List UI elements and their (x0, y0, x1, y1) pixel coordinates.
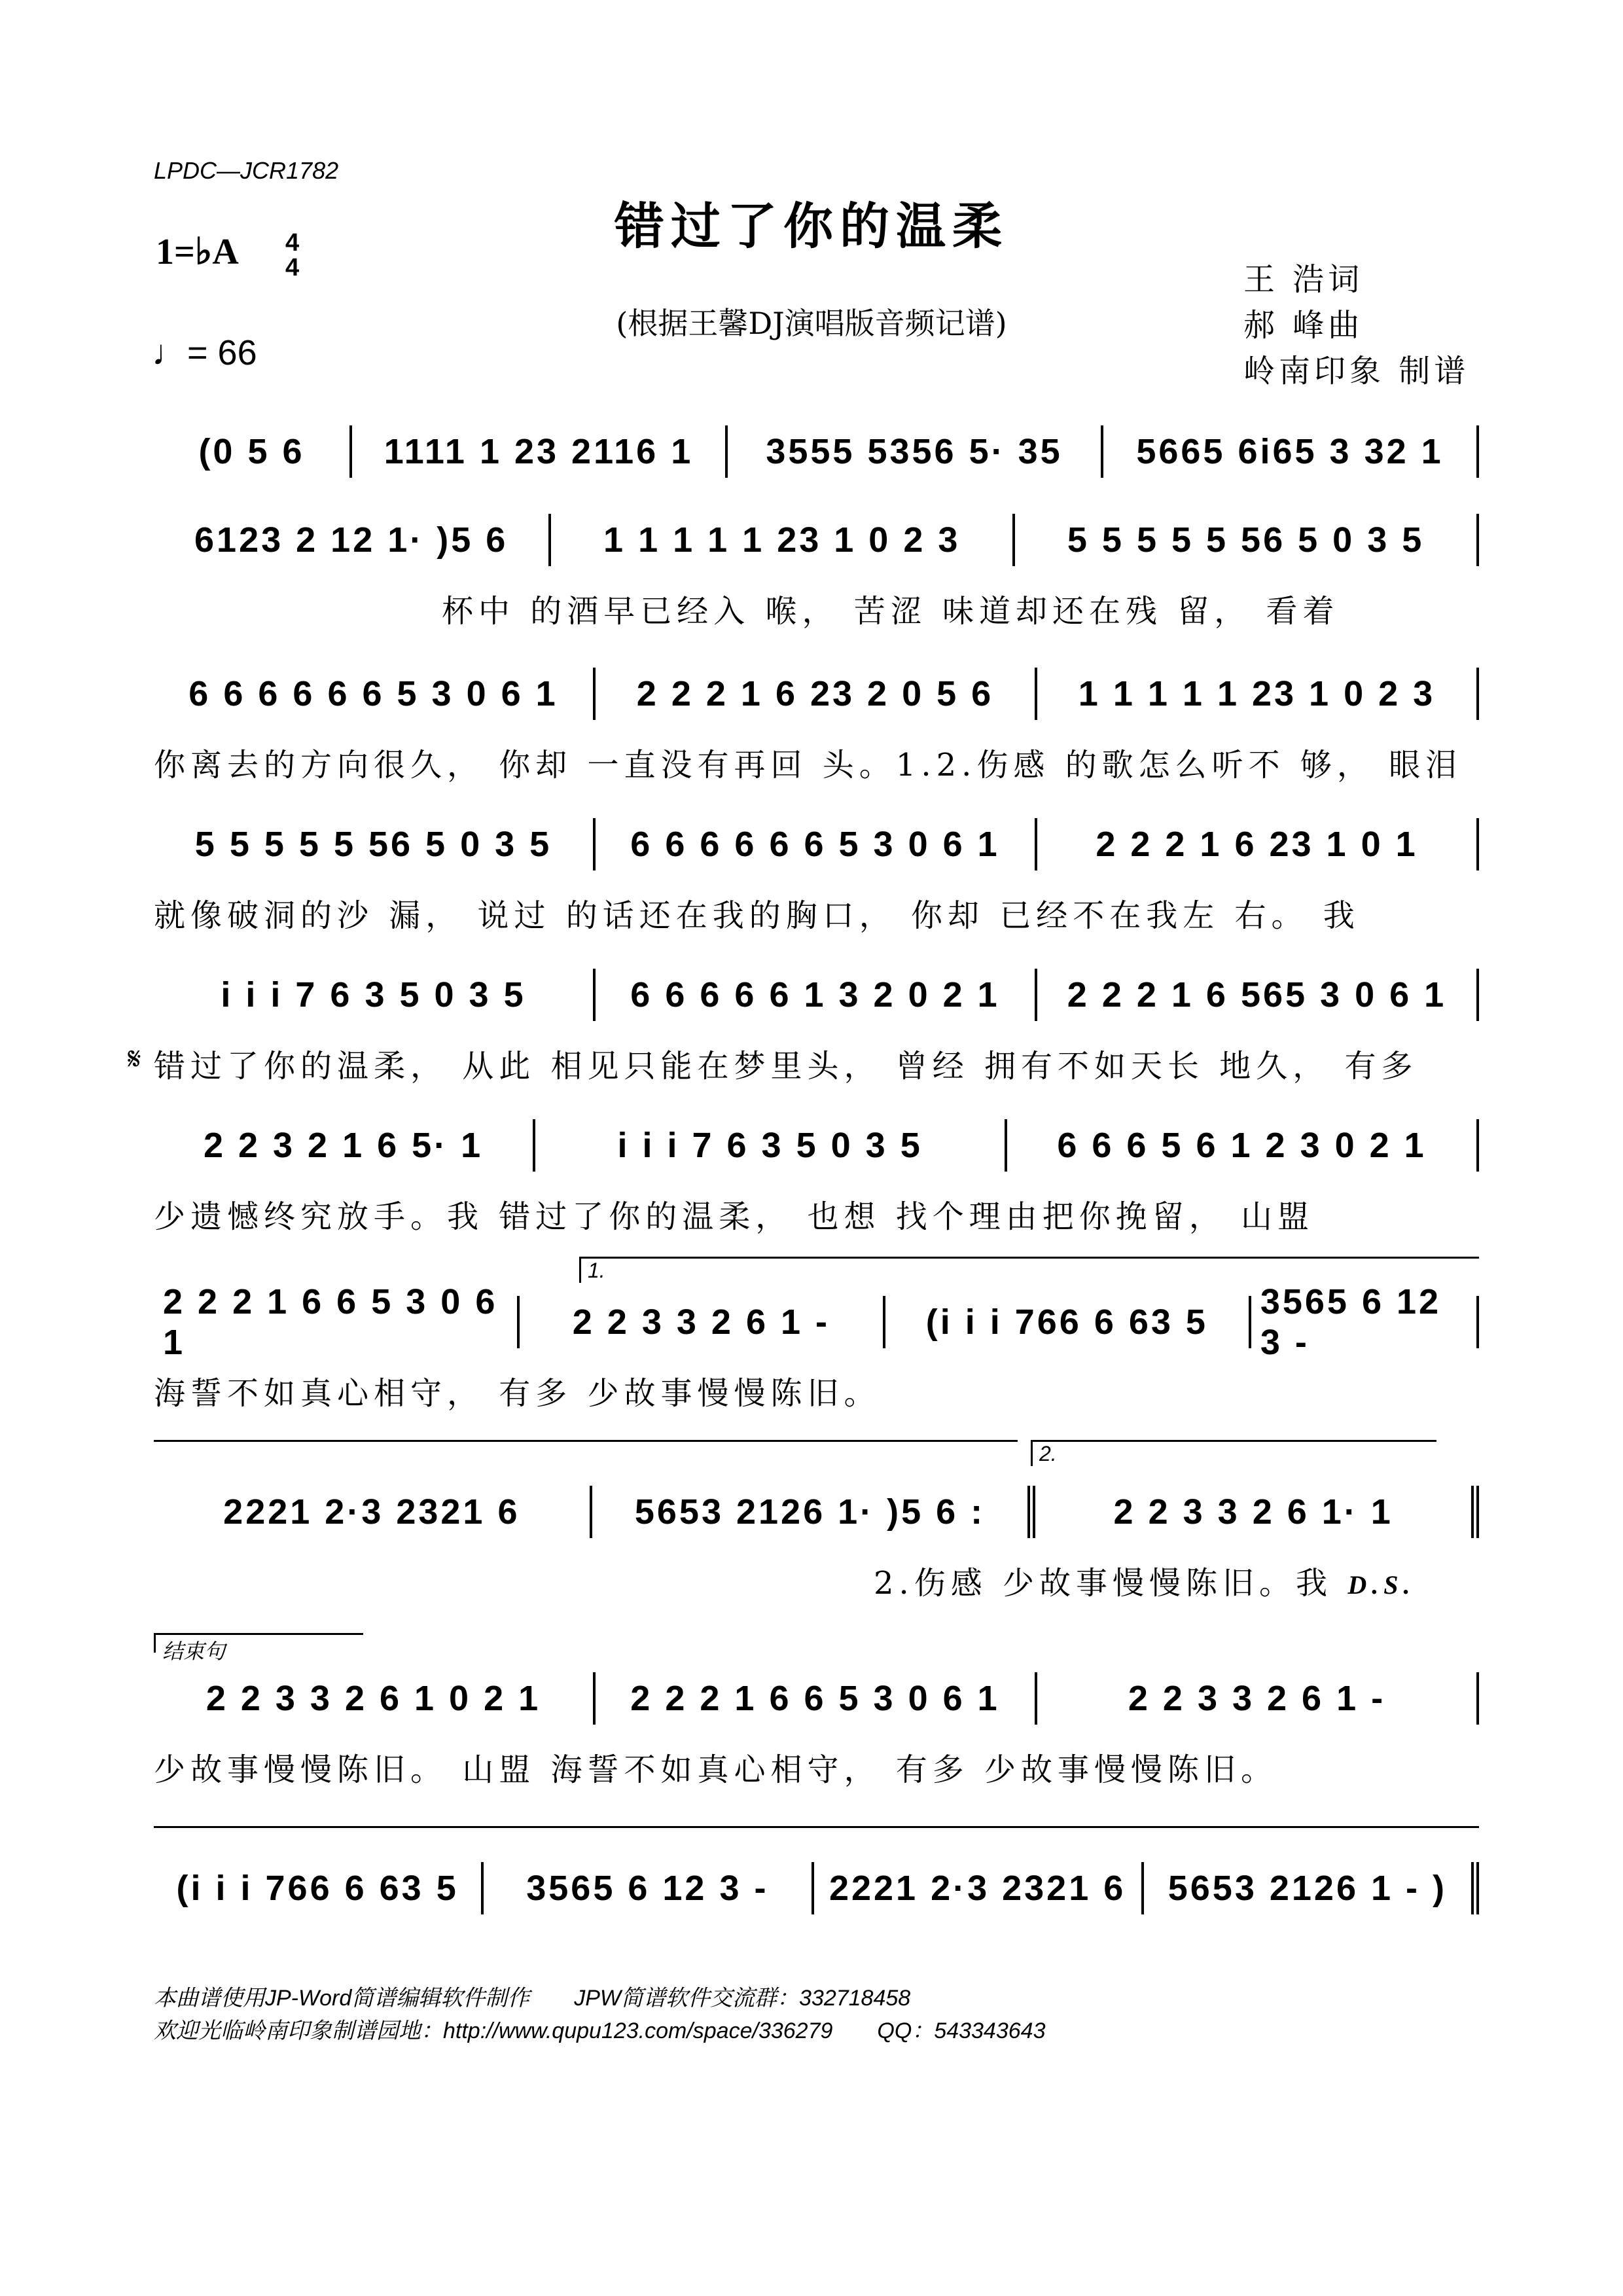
measure: 2221 2·3 2321 6 (814, 1862, 1144, 1914)
measure: 3565 6 12 3 - (484, 1862, 813, 1914)
measure: 2 2 2 1 6 6 5 3 0 6 1 (596, 1672, 1037, 1725)
notes (154, 1862, 1479, 1914)
notes (154, 969, 1479, 1021)
measure: 6 6 6 6 6 1 3 2 0 2 1 (596, 969, 1037, 1021)
notes (154, 514, 1479, 566)
footer-website: 欢迎光临岭南印象制谱园地：http://www.qupu123.com/space/336279 QQ：543343643 (154, 2018, 1046, 2043)
volta-bracket-1: 1. (579, 1257, 1479, 1283)
measure: 2 2 2 1 6 6 5 3 0 6 1 (154, 1296, 520, 1348)
measure: 3565 6 12 3 - (1251, 1296, 1479, 1348)
measure: 2221 2·3 2321 6 (154, 1486, 592, 1538)
measure: 6123 2 12 1· )5 6 (154, 514, 551, 566)
measure: (0 5 6 (154, 425, 352, 478)
measure: 1111 1 23 2116 1 (352, 425, 728, 478)
time-signature (285, 230, 299, 280)
lyric-text: 2.伤感 少故事慢慢陈旧。我 (874, 1565, 1333, 1602)
time-sig-top: 4 (285, 229, 300, 257)
lyric-line: 少遗憾终究放手。我 错过了你的温柔， 也想 找个理由把你挽留， 山盟 (154, 1198, 1315, 1235)
measure: i i i 7 6 3 5 0 3 5 (535, 1119, 1007, 1172)
page-title: 错过了你的温柔 (615, 197, 1008, 255)
volta-continuation-line (154, 1440, 1018, 1442)
measure: 2 2 3 3 2 6 1 - (1037, 1672, 1479, 1725)
measure: 5653 2126 1 - ) (1144, 1862, 1479, 1914)
measure: 5665 6i65 3 32 1 (1103, 425, 1479, 478)
measure: 5653 2126 1· )5 6 : (592, 1486, 1036, 1538)
measure: 3555 5356 5· 35 (728, 425, 1103, 478)
measure: 6 6 6 6 6 6 5 3 0 6 1 (154, 668, 596, 720)
measure: 1 1 1 1 1 23 1 0 2 3 (1037, 668, 1479, 720)
measure: 6 6 6 5 6 1 2 3 0 2 1 (1007, 1119, 1479, 1172)
measure: 2 2 2 1 6 23 1 0 1 (1037, 818, 1479, 870)
measure: 2 2 3 3 2 6 1 - (520, 1296, 885, 1348)
measure: i i i 7 6 3 5 0 3 5 (154, 969, 596, 1021)
footer-software: 本曲谱使用JP-Word简谱编辑软件制作 JPW简谱软件交流群：332718458 (154, 1986, 911, 2011)
notes (154, 1119, 1479, 1172)
measure: 2 2 2 1 6 565 3 0 6 1 (1037, 969, 1479, 1021)
lyric-line: 就像破洞的沙 漏， 说过 的话还在我的胸口， 你却 已经不在我左 右。 我 (154, 897, 1360, 934)
lyric-line: 错过了你的温柔， 从此 相见只能在梦里头， 曾经 拥有不如天长 地久， 有多 (154, 1048, 1418, 1085)
measure: 2 2 3 3 2 6 1· 1 (1035, 1486, 1479, 1538)
score-code: LPDC—JCR1782 (154, 157, 339, 184)
measure: 2 2 3 2 1 6 5· 1 (154, 1119, 535, 1172)
notes (154, 668, 1479, 720)
measure: 5 5 5 5 5 56 5 0 3 5 (154, 818, 596, 870)
notes (154, 425, 1479, 478)
lyric-line: 杯中 的酒早已经入 喉， 苦涩 味道却还在残 留， 看着 (442, 593, 1340, 630)
notes (154, 1486, 1479, 1538)
segno-sign: 𝄋 (128, 1041, 141, 1077)
measure: 6 6 6 6 6 6 5 3 0 6 1 (596, 818, 1037, 870)
notes (154, 1282, 1479, 1362)
lyric-line (154, 1558, 1479, 1603)
tempo-marking: ♩= 66 (152, 333, 257, 372)
measure: 2 2 3 3 2 6 1 0 2 1 (154, 1672, 596, 1725)
notes (154, 818, 1479, 870)
subtitle: (根据王馨DJ演唱版音频记谱) (616, 306, 1007, 341)
lyric-line: 少故事慢慢陈旧。 山盟 海誓不如真心相守， 有多 少故事慢慢陈旧。 (154, 1751, 1278, 1788)
measure: 1 1 1 1 1 23 1 0 2 3 (551, 514, 1015, 566)
time-sig-bottom: 4 (285, 254, 300, 281)
transcriber-credit: 岭南印象 制谱 (1243, 353, 1470, 389)
lyric-line: 你离去的方向很久， 你却 一直没有再回 头。1.2.伤感 的歌怎么听不 够， 眼泪 (154, 747, 1463, 783)
measure: (i i i 766 6 63 5 (154, 1862, 484, 1914)
key-signature: 1=♭A (156, 232, 239, 272)
lyric-line: 海誓不如真心相守， 有多 少故事慢慢陈旧。 (154, 1375, 881, 1412)
measure: (i i i 766 6 63 5 (885, 1296, 1251, 1348)
volta-bracket-2: 2. (1031, 1440, 1436, 1466)
notes (154, 1672, 1479, 1725)
section-label: 结束句 (154, 1633, 363, 1653)
section-line (154, 1826, 1479, 1828)
measure: 2 2 2 1 6 23 2 0 5 6 (596, 668, 1037, 720)
lyricist-credit: 王 浩词 (1243, 261, 1364, 298)
measure: 5 5 5 5 5 56 5 0 3 5 (1015, 514, 1479, 566)
composer-credit: 郝 峰曲 (1243, 307, 1364, 344)
ds-marking: D.S. (1347, 1570, 1416, 1600)
